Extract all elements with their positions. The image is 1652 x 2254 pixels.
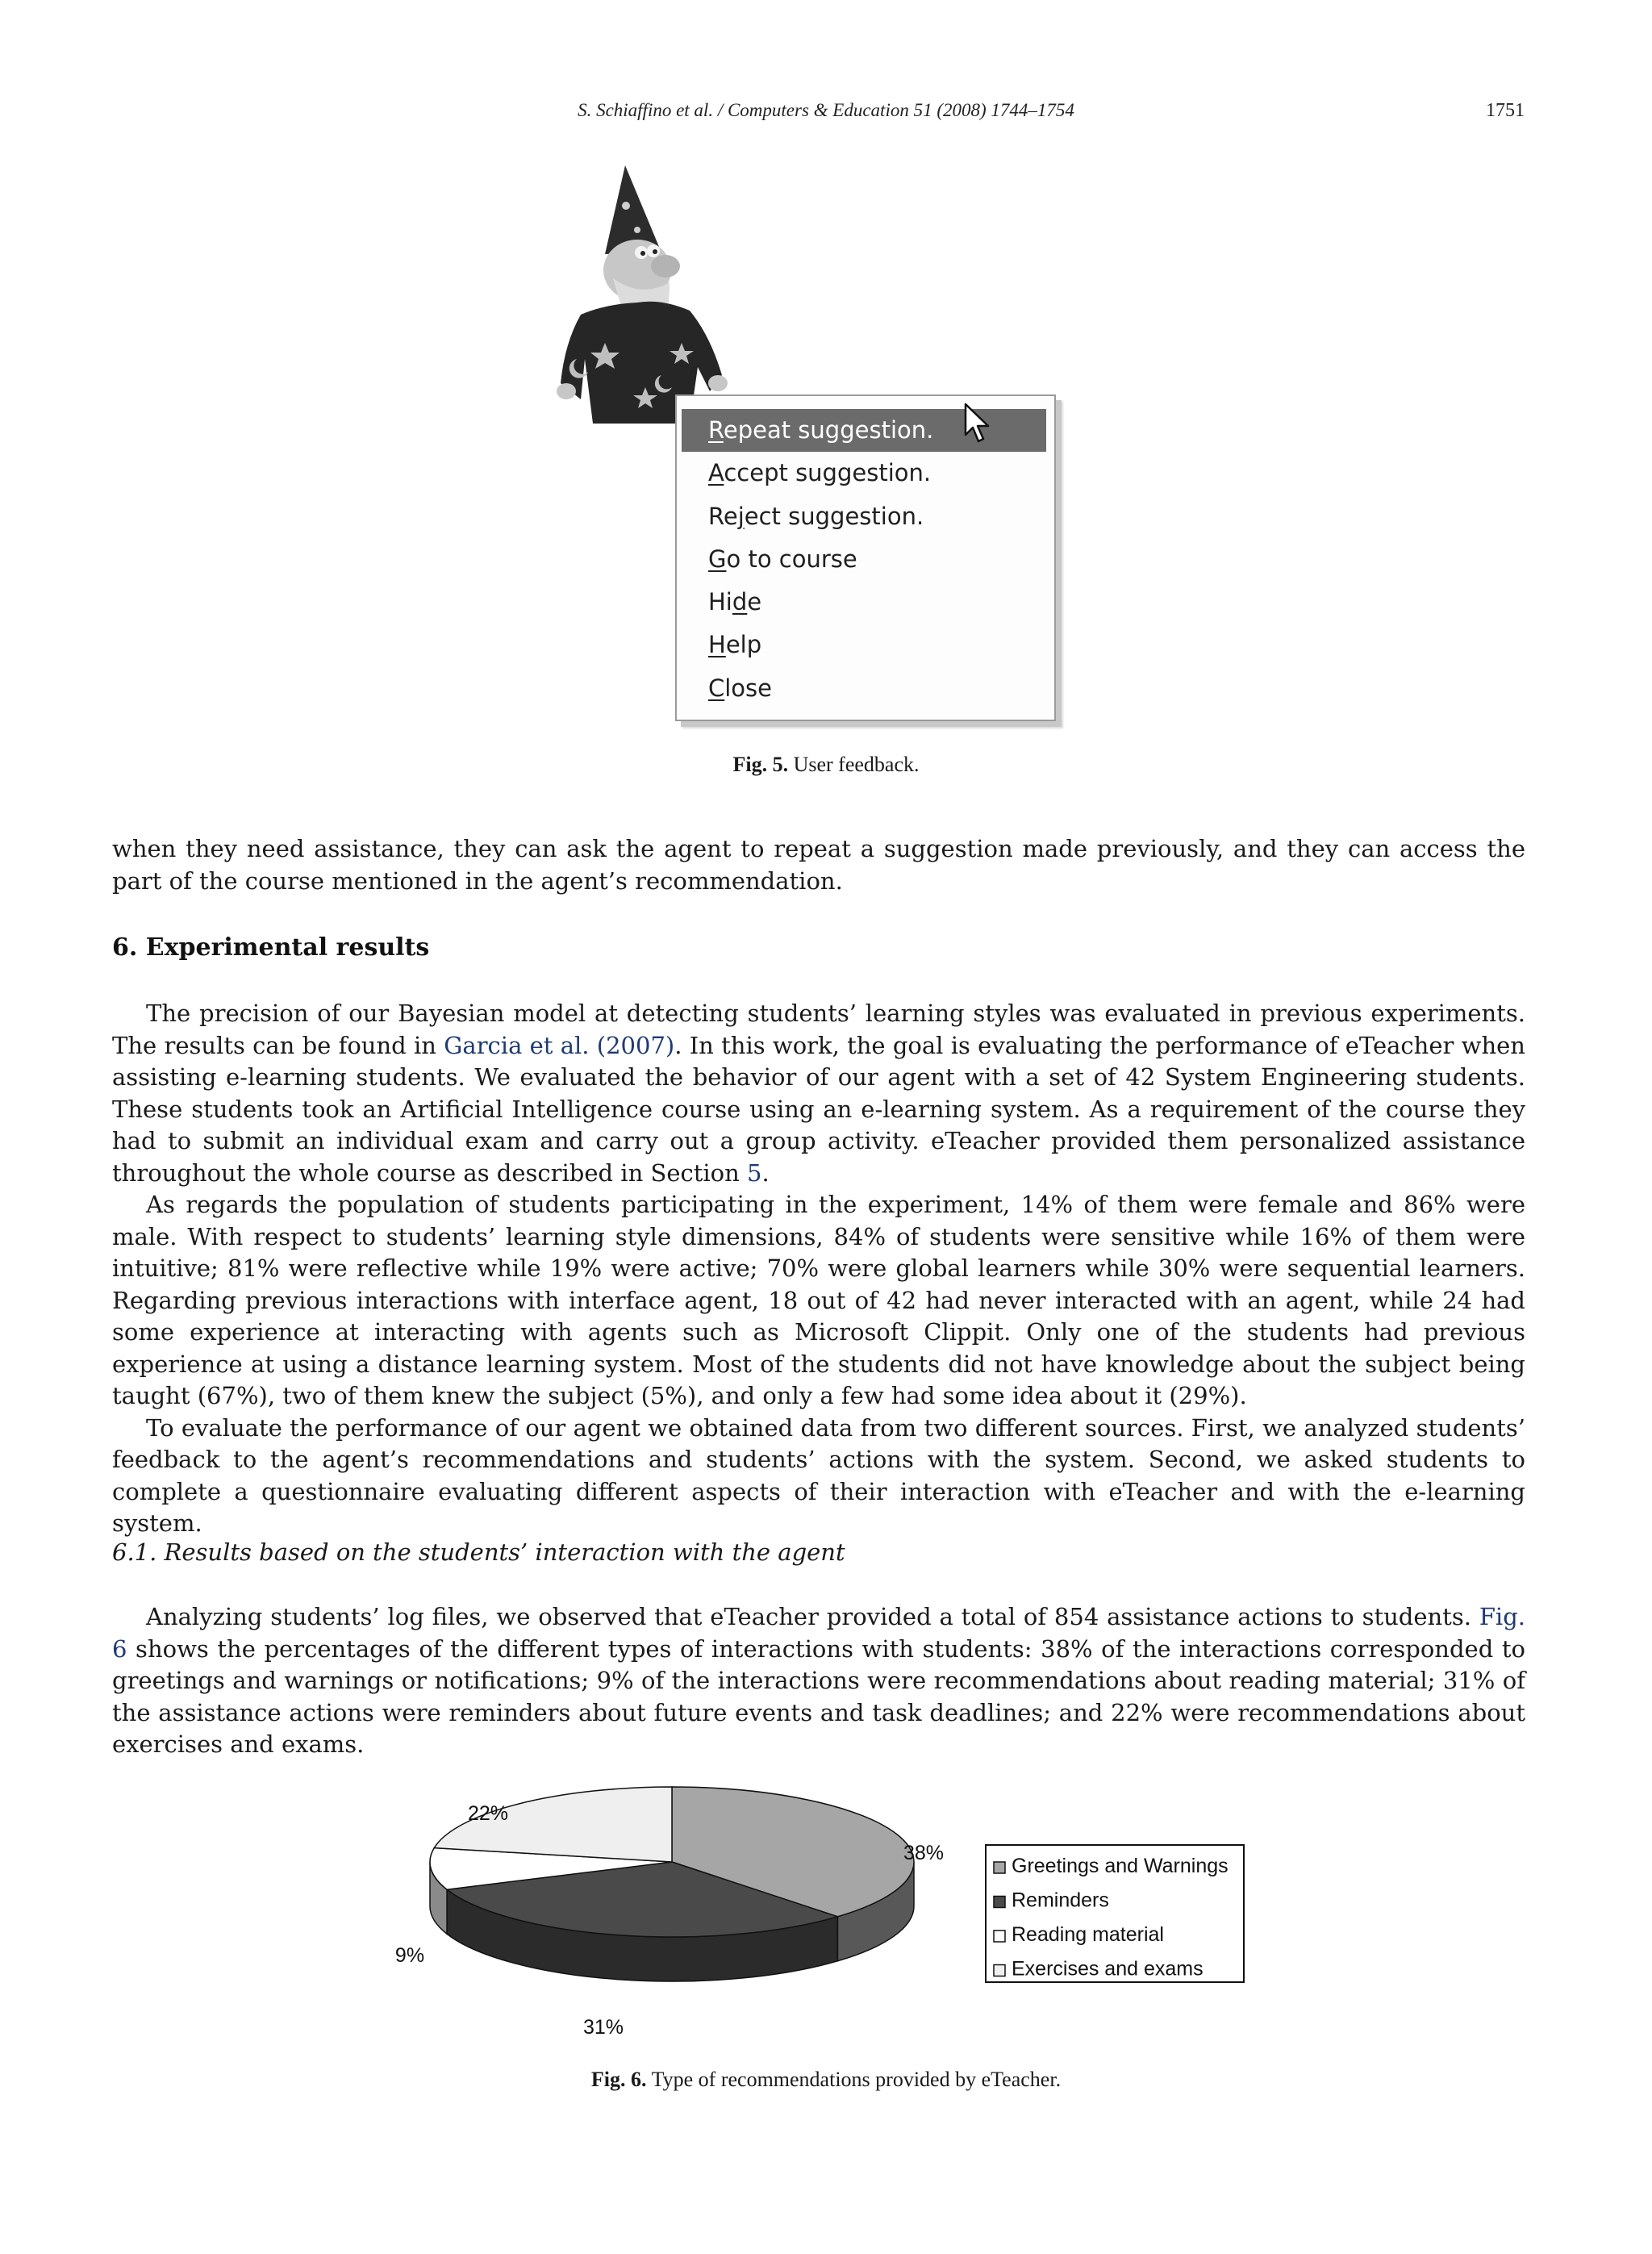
menu-item-hide[interactable]: Hide [708, 588, 762, 616]
figure-6-caption: Fig. 6. Type of recommendations provided by eTeacher. [590, 2068, 1062, 2091]
legend-swatch [994, 1862, 1005, 1873]
paragraph-2: As regards the population of students participating in the experiment, 14% of them were female and 86% were male. With respect to students’ learning style dimensions, 84% of students were sensitive while 16% of them were intuitive; 81% were reflective while 19% were active; 70% were global learners while 30% were sequential learners. Regarding previous interactions with interface agent, 18 out of 42 had never interacted with an agent, while 24 had some experience at interacting with agents such as Microsoft Clippit. Only one of the students had previous experience at using a distance learning system. Most of the students did not have knowledge about the subject being taught (67%), two of them knew the subject (5%), and only a few had some idea about it (29%). [112, 1191, 1525, 1409]
legend-entry: Greetings and Warnings [1012, 1855, 1229, 1877]
menu-item-go-to-course[interactable]: Go to course [708, 545, 857, 573]
section-6-body [112, 998, 1525, 1540]
citation-link[interactable]: Garcia et al. (2007) [444, 1031, 675, 1059]
figure-5-caption: Fig. 5. User feedback. [732, 753, 920, 776]
mouse-cursor-icon [964, 403, 993, 445]
legend-entry: Reading material [1012, 1923, 1164, 1946]
paragraph-4: Analyzing students’ log files, we observed that eTeacher provided a total of 854 assistance actions to students. Fig. 6 shows the percentages of the different types of interactions with students: 38% of the interactions corresponded to greetings and warnings or notifications; 9% of the interactions were recommendations about reading material; 31% of the assistance actions were reminders about future events and task deadlines; and 22% were recommendations about exercises and exams. [112, 1603, 1525, 1758]
section-link[interactable]: 5 [747, 1158, 762, 1187]
figure-6-link[interactable]: Fig. 6 [112, 1603, 1525, 1663]
pie-data-label: 22% [467, 1802, 509, 1825]
menu-item-close[interactable]: Close [708, 674, 773, 702]
paragraph-1: The precision of our Bayesian model at detecting students’ learning styles was evaluated in previous experiments. The results can be found in Garcia et al. (2007). In this work, the goal is evaluating the performance of eTeacher when assisting e-learning students. We evaluated the behavior of our agent with a set of 42 System Engineering students. These students took an Artificial Intelligence course using an e-learning system. As a requirement of the course they had to submit an individual exam and carry out a group activity. eTeacher provided them personalized assistance throughout the whole course as described in Section 5. [112, 1000, 1525, 1187]
section-heading: 6. Experimental results [112, 933, 430, 962]
legend-swatch [994, 1931, 1005, 1942]
legend-swatch [994, 1897, 1005, 1908]
running-head: S. Schiaffino et al. / Computers & Education 51 (2008) 1744–1754 [578, 100, 1074, 120]
pie-data-label: 31% [582, 2016, 624, 2039]
legend-swatch [994, 1965, 1005, 1976]
menu-item-reject-suggestion[interactable]: Reject suggestion. [708, 502, 924, 530]
pie-data-label: 38% [903, 1842, 945, 1864]
pie-data-label: 9% [394, 1944, 425, 1967]
figure-6-pie-chart [355, 1783, 1283, 2049]
continuation-paragraph: when they need assistance, they can ask the agent to repeat a suggestion made previously, and they can access the part of the course mentioned in the agent’s recommendation. [112, 835, 1525, 895]
subsection-heading: 6.1. Results based on the students’ interaction with the agent [112, 1538, 845, 1566]
context-menu [675, 394, 1056, 721]
chart-legend [986, 1845, 1244, 1982]
figure-5 [549, 157, 1081, 730]
legend-entry: Exercises and exams [1012, 1957, 1204, 1981]
legend-entry: Reminders [1012, 1889, 1109, 1912]
menu-item-help[interactable]: Help [708, 631, 762, 659]
page-number: 1751 [1486, 100, 1525, 121]
menu-item-accept-suggestion[interactable]: Accept suggestion. [708, 459, 932, 487]
paragraph-3: To evaluate the performance of our agent we obtained data from two different sources. First, we analyzed students’ feedback to the agent’s recommendations and students’ actions with the system. Second, we asked students to complete a questionnaire evaluating different aspects of their interaction with eTeacher and with the e-learning system. [112, 1413, 1525, 1537]
menu-item-repeat-suggestion[interactable]: Repeat suggestion. [682, 409, 1046, 452]
